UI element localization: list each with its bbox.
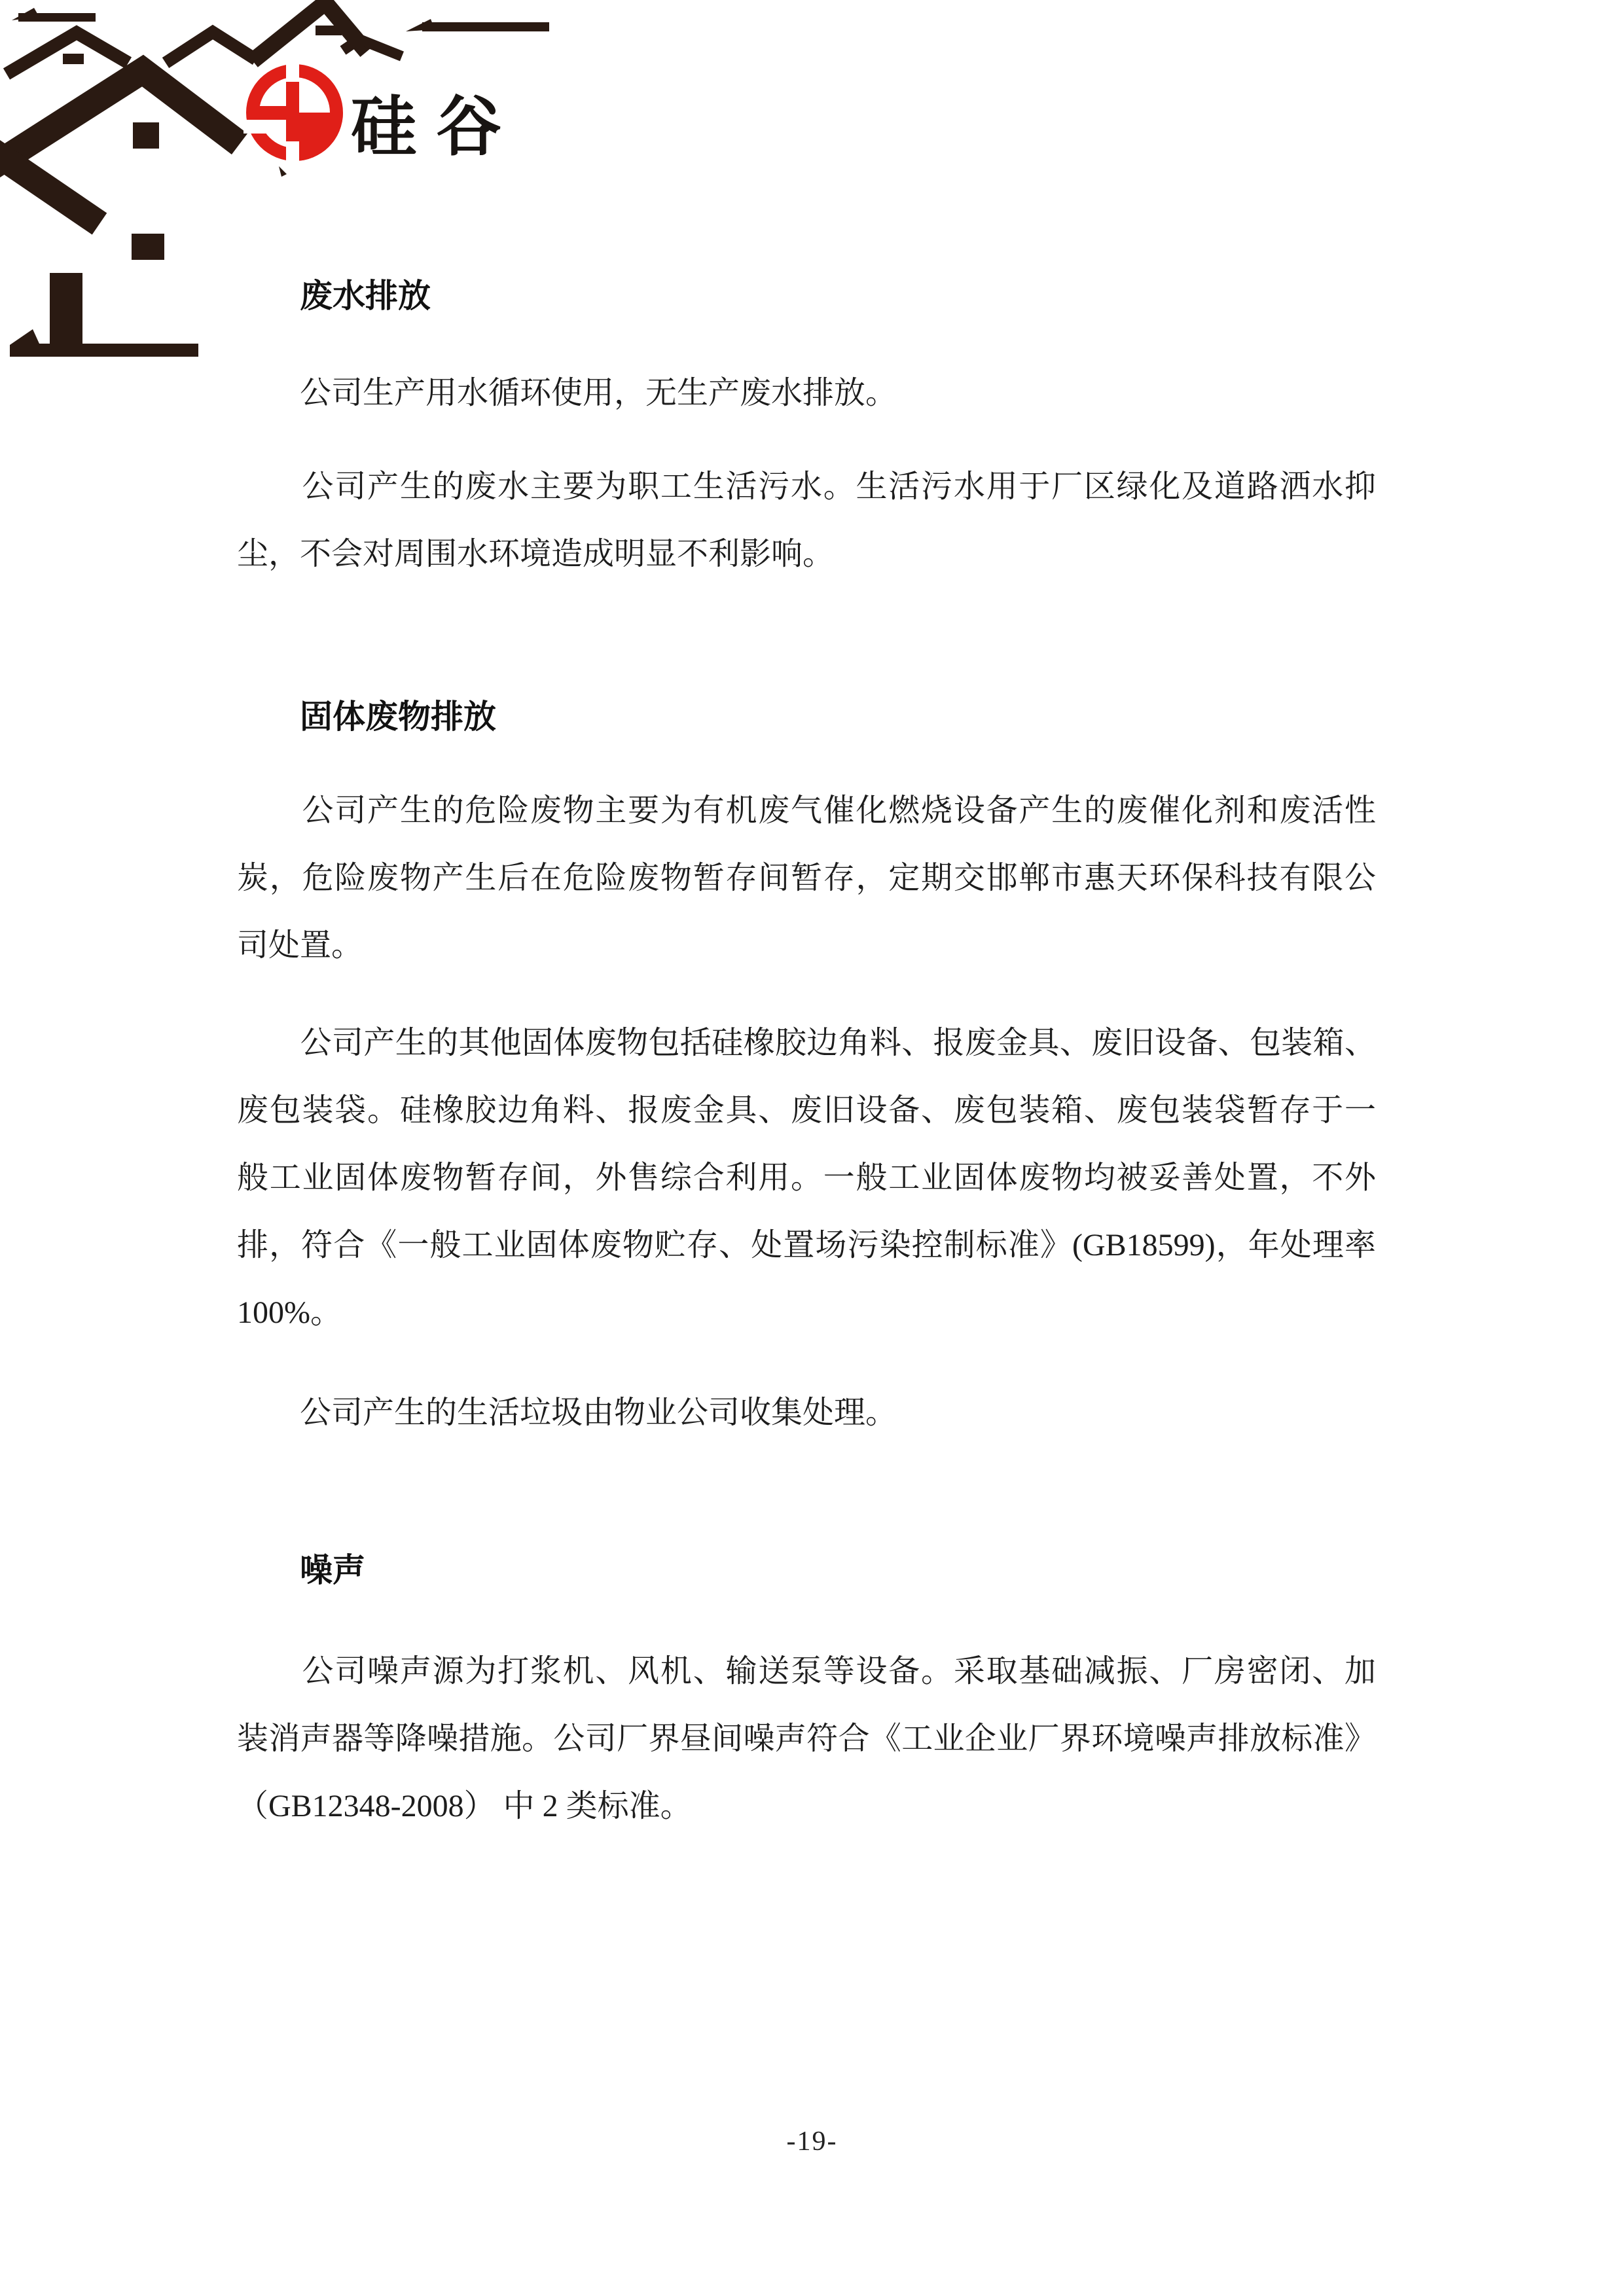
text-line: 公司产生的危险废物主要为有机废气催化燃烧设备产生的废催化剂和废活性 [237, 793, 1376, 828]
stair-vertical-bar [50, 273, 82, 356]
roof-bar [18, 13, 96, 22]
text-line: 100%。 [237, 1295, 342, 1330]
paragraph [237, 359, 1376, 427]
section-heading-solid-waste: 固体废物排放 [300, 698, 496, 735]
roof-bar [422, 22, 549, 31]
mountain-side-stroke [0, 149, 99, 224]
text-line: 公司产生的生活垃圾由物业公司收集处理。 [237, 1395, 897, 1430]
mountain-chevron [0, 71, 240, 167]
text-line: 般工业固体废物暂存间，外售综合利用。一般工业固体废物均被妥善处置，不外 [237, 1160, 1376, 1195]
paragraph [237, 1638, 1376, 1840]
roof-square [63, 54, 84, 64]
stair-square [132, 234, 164, 260]
page-number: -19- [786, 2126, 838, 2157]
logo-wordmark: 硅谷 [351, 90, 521, 164]
text-line: 公司产生的其他固体废物包括硅橡胶边角料、报废金具、废旧设备、包装箱、 [237, 1026, 1376, 1060]
roof-chevron [166, 32, 256, 63]
text-line: （GB12348-2008） 中 2 类标准。 [237, 1789, 692, 1823]
section-heading-noise: 噪声 [300, 1552, 365, 1588]
roof-square [316, 26, 342, 35]
text-line: 公司产生的废水主要为职工生活污水。生活污水用于厂区绿化及道路洒水抑 [237, 469, 1376, 504]
mountain-square [133, 122, 159, 149]
paragraph [237, 777, 1376, 979]
paragraph [237, 453, 1376, 588]
stair-horizontal-bar [10, 329, 198, 357]
text-line: 公司噪声源为打浆机、风机、输送泵等设备。采取基础减振、厂房密闭、加 [237, 1654, 1376, 1689]
paragraph [237, 1009, 1376, 1346]
text-line: 尘，不会对周围水环境造成明显不利影响。 [237, 537, 835, 571]
text-line: 公司生产用水循环使用，无生产废水排放。 [237, 376, 897, 410]
rooftops-mountain-icon [0, 3, 549, 357]
text-line: 排，符合《一般工业固体废物贮存、处置场污染控制标准》(GB18599)，年处理率 [237, 1228, 1376, 1263]
section-heading-wastewater: 废水排放 [300, 278, 431, 314]
stray-mark [279, 166, 287, 177]
red-circle-s-emblem-icon [244, 60, 343, 165]
roof-chevron [343, 39, 402, 56]
text-line: 炭，危险废物产生后在危险废物暂存间暂存，定期交邯郸市惠天环保科技有限公 [237, 861, 1376, 895]
company-logo [0, 0, 563, 373]
text-line: 废包装袋。硅橡胶边角料、报废金具、废旧设备、废包装箱、废包装袋暂存于一 [237, 1093, 1376, 1128]
text-line: 司处置。 [237, 928, 363, 963]
paragraph [237, 1379, 1376, 1446]
text-line: 装消声器等降噪措施。公司厂界昼间噪声符合《工业企业厂界环境噪声排放标准》 [237, 1721, 1376, 1756]
roof-chevron [7, 33, 128, 74]
